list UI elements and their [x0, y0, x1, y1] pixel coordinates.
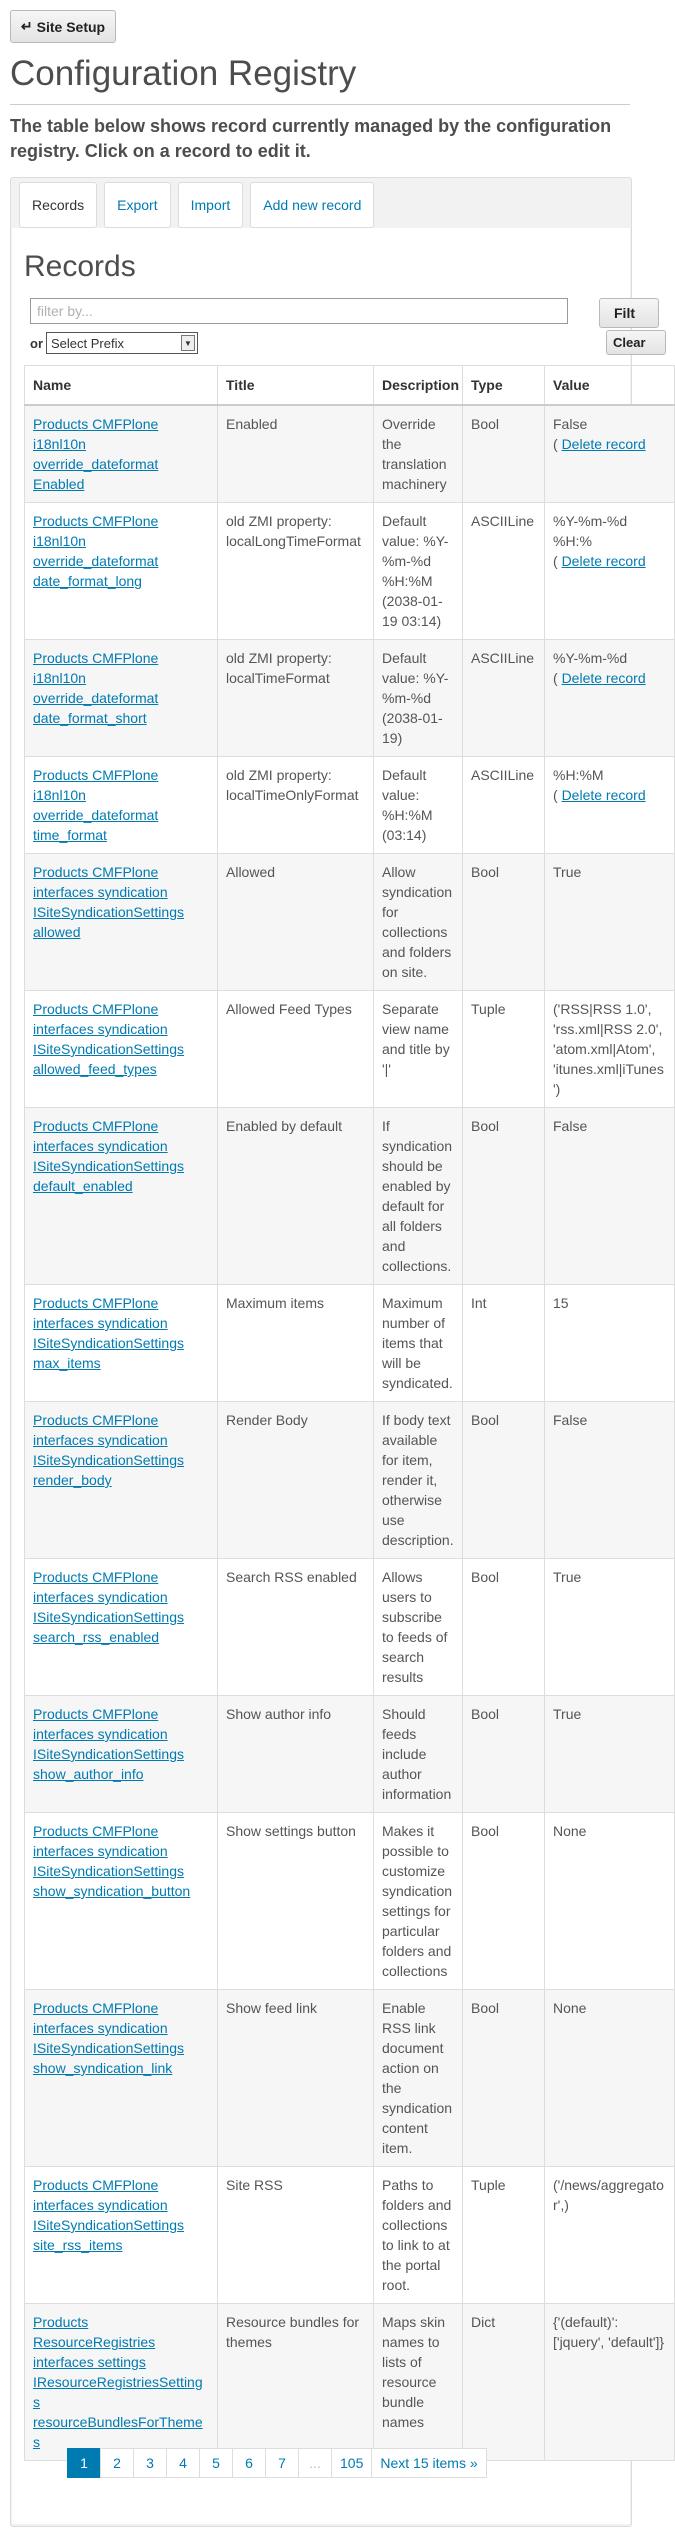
record-link[interactable]: Products CMFPlone interfaces syndication ISiteSyndicationSettings show_syndication_link — [33, 2000, 184, 2076]
table-row — [25, 503, 675, 640]
record-link[interactable]: Products CMFPlone interfaces syndication ISiteSyndicationSettings site_rss_items — [33, 2177, 184, 2253]
prefix-select-value: Select Prefix — [51, 335, 124, 351]
chevron-down-icon: ▼ — [181, 335, 195, 351]
value-text: None — [553, 1823, 587, 1839]
table-row — [25, 1813, 675, 1990]
cell-name — [25, 405, 218, 503]
cell-title: Show feed link — [218, 1990, 374, 2167]
cell-type: Tuple — [463, 2167, 545, 2304]
page-link-7[interactable]: 7 — [265, 2448, 299, 2478]
cell-name — [25, 1990, 218, 2167]
cell-description: Enable RSS link document action on the syndication content item. — [374, 1990, 463, 2167]
record-link[interactable]: Products CMFPlone interfaces syndication ISiteSyndicationSettings show_author_info — [33, 1706, 184, 1782]
value-text: True — [553, 1569, 582, 1585]
cell-type: Int — [463, 1285, 545, 1402]
cell-title: Search RSS enabled — [218, 1559, 374, 1696]
site-setup-button[interactable] — [10, 10, 116, 43]
page-link-1[interactable]: 1 — [67, 2448, 101, 2478]
cell-title: Allowed Feed Types — [218, 991, 374, 1108]
page-link-105[interactable]: 105 — [331, 2448, 372, 2478]
table-row — [25, 1108, 675, 1285]
column-header-value: Value — [545, 366, 675, 406]
page-link-5[interactable]: 5 — [199, 2448, 233, 2478]
cell-value — [545, 1696, 675, 1813]
cell-type: Bool — [463, 405, 545, 503]
record-link[interactable]: Products CMFPlone i18nl10n override_dateformat time_format — [33, 767, 159, 843]
cell-name — [25, 757, 218, 854]
cell-description: Default value: %Y-%m-%d %H:%M (2038-01-19 03:14) — [374, 503, 463, 640]
record-link[interactable]: Products CMFPlone interfaces syndication ISiteSyndicationSettings default_enabled — [33, 1118, 184, 1194]
record-link[interactable]: Products CMFPlone interfaces syndication ISiteSyndicationSettings render_body — [33, 1412, 184, 1488]
cell-description: Allow syndication for collections and folders on site. — [374, 854, 463, 991]
delete-record-link[interactable]: Delete record — [561, 787, 646, 803]
cell-type: ASCIILine — [463, 503, 545, 640]
cell-value — [545, 405, 675, 503]
cell-title: Show settings button — [218, 1813, 374, 1990]
column-header-name: Name — [25, 366, 218, 406]
table-row — [25, 1990, 675, 2167]
page-link-3[interactable]: 3 — [133, 2448, 167, 2478]
page-link-4[interactable]: 4 — [166, 2448, 200, 2478]
cell-name — [25, 854, 218, 991]
prefix-select[interactable] — [46, 332, 198, 354]
value-text: %Y-%m-%d %H:% — [553, 513, 628, 549]
tab-add-new-record[interactable]: Add new record — [250, 182, 374, 228]
record-link[interactable]: Products CMFPlone interfaces syndication ISiteSyndicationSettings show_syndication_button — [33, 1823, 191, 1899]
table-row — [25, 1559, 675, 1696]
page-link-2[interactable]: 2 — [100, 2448, 134, 2478]
cell-name — [25, 503, 218, 640]
cell-description: Default value: %Y-%m-%d (2038-01-19) — [374, 640, 463, 757]
or-label: or — [30, 336, 43, 351]
cell-description: Override the translation machinery — [374, 405, 463, 503]
cell-value — [545, 1813, 675, 1990]
clear-button[interactable]: Clear — [606, 330, 666, 355]
delete-record-wrapper: ( Delete record — [553, 553, 646, 569]
value-text: False — [553, 1118, 588, 1134]
cell-name — [25, 991, 218, 1108]
cell-title: Enabled — [218, 405, 374, 503]
value-text: ('RSS|RSS 1.0', 'rss.xml|RSS 2.0', 'atom.xml|Atom', 'itunes.xml|iTunes') — [553, 1001, 664, 1097]
value-text: ('/news/aggregator',) — [553, 2177, 664, 2213]
table-row — [25, 1285, 675, 1402]
value-text: {'(default)': ['jquery', 'default']} — [553, 2314, 665, 2350]
cell-description: Maximum number of items that will be syndicated. — [374, 1285, 463, 1402]
cell-name — [25, 1696, 218, 1813]
cell-type: Bool — [463, 854, 545, 991]
delete-record-link[interactable]: Delete record — [561, 553, 646, 569]
cell-type: Bool — [463, 1990, 545, 2167]
cell-description: Allows users to subscribe to feeds of search results — [374, 1559, 463, 1696]
value-text: False — [553, 416, 588, 432]
record-link[interactable]: Products CMFPlone interfaces syndication ISiteSyndicationSettings allowed_feed_types — [33, 1001, 184, 1077]
value-text: %Y-%m-%d — [553, 650, 628, 666]
table-row — [25, 854, 675, 991]
title-divider — [10, 104, 630, 105]
value-text: None — [553, 2000, 587, 2016]
table-header-row — [25, 366, 675, 406]
return-arrow-icon: ↵ — [20, 18, 33, 34]
value-text: True — [553, 1706, 582, 1722]
cell-title: Allowed — [218, 854, 374, 991]
cell-value — [545, 2167, 675, 2304]
cell-value — [545, 1990, 675, 2167]
value-text: False — [553, 1412, 588, 1428]
table-row — [25, 405, 675, 503]
cell-type: Dict — [463, 2304, 545, 2461]
cell-name — [25, 2167, 218, 2304]
cell-title: old ZMI property: localTimeOnlyFormat — [218, 757, 374, 854]
table-row — [25, 2167, 675, 2304]
cell-value — [545, 1108, 675, 1285]
delete-record-wrapper: ( Delete record — [553, 787, 646, 803]
registry-panel — [10, 177, 665, 2527]
cell-type: ASCIILine — [463, 640, 545, 757]
table-row — [25, 640, 675, 757]
cell-title: Show author info — [218, 1696, 374, 1813]
cell-name — [25, 1813, 218, 1990]
cell-description: If body text available for item, render it, otherwise use description. — [374, 1402, 463, 1559]
delete-record-link[interactable]: Delete record — [561, 436, 646, 452]
records-content — [12, 228, 665, 2524]
tab-import[interactable]: Import — [178, 182, 244, 228]
cell-description: Makes it possible to customize syndication settings for particular folders and collections — [374, 1813, 463, 1990]
cell-type: Bool — [463, 1108, 545, 1285]
cell-title: Enabled by default — [218, 1108, 374, 1285]
cell-value — [545, 854, 675, 991]
cell-name — [25, 1559, 218, 1696]
cell-value — [545, 503, 675, 640]
record-link[interactable]: Products ResourceRegistries interfaces settings IResourceRegistriesSettings resourceBundlesForThemes — [33, 2314, 203, 2450]
cell-type: Bool — [463, 1813, 545, 1990]
cell-value — [545, 991, 675, 1108]
page-link-6[interactable]: 6 — [232, 2448, 266, 2478]
cell-type: Bool — [463, 1559, 545, 1696]
filter-button[interactable]: Filt — [599, 298, 659, 328]
cell-name — [25, 1402, 218, 1559]
pagination — [68, 2448, 487, 2478]
delete-record-link[interactable]: Delete record — [561, 670, 646, 686]
table-row — [25, 991, 675, 1108]
records-heading: Records — [24, 250, 136, 283]
page-description: The table below shows record currently managed by the configuration registry. Click on a record to edit it. — [10, 116, 612, 161]
filter-input[interactable] — [30, 298, 568, 324]
column-header-description: Description — [374, 366, 463, 406]
table-row — [25, 1696, 675, 1813]
cell-type: Bool — [463, 1402, 545, 1559]
record-link[interactable]: Products CMFPlone interfaces syndication ISiteSyndicationSettings allowed — [33, 864, 184, 940]
pagination-ellipsis: ... — [298, 2448, 332, 2478]
value-text: 15 — [553, 1295, 569, 1311]
table-row — [25, 757, 675, 854]
next-page-link[interactable]: Next 15 items » — [371, 2448, 486, 2478]
site-setup-label: Site Setup — [36, 18, 106, 35]
cell-description: Maps skin names to lists of resource bundle names — [374, 2304, 463, 2461]
record-link[interactable]: Products CMFPlone i18nl10n override_dateformat Enabled — [33, 416, 159, 492]
cell-description: Default value: %H:%M (03:14) — [374, 757, 463, 854]
cell-description: If syndication should be enabled by default for all folders and collections. — [374, 1108, 463, 1285]
tab-records[interactable]: Records — [19, 182, 97, 228]
cell-type: Bool — [463, 1696, 545, 1813]
cell-value — [545, 2304, 675, 2461]
table-row — [25, 1402, 675, 1559]
cell-name — [25, 1108, 218, 1285]
cell-value — [545, 1285, 675, 1402]
cell-title: Resource bundles for themes — [218, 2304, 374, 2461]
cell-title: Maximum items — [218, 1285, 374, 1402]
cell-name — [25, 2304, 218, 2461]
cell-name — [25, 1285, 218, 1402]
record-link[interactable]: Products CMFPlone interfaces syndication ISiteSyndicationSettings max_items — [33, 1295, 184, 1371]
delete-record-wrapper: ( Delete record — [553, 436, 646, 452]
cell-description: Should feeds include author information — [374, 1696, 463, 1813]
tab-bar — [19, 182, 374, 228]
cell-type: Tuple — [463, 991, 545, 1108]
cell-value — [545, 757, 675, 854]
cell-value — [545, 1559, 675, 1696]
cell-title: Render Body — [218, 1402, 374, 1559]
column-header-title: Title — [218, 366, 374, 406]
column-header-type: Type — [463, 366, 545, 406]
table-row — [25, 2304, 675, 2461]
delete-record-wrapper: ( Delete record — [553, 670, 646, 686]
cell-description: Separate view name and title by '|' — [374, 991, 463, 1108]
cell-name — [25, 640, 218, 757]
cell-value — [545, 1402, 675, 1559]
cell-title: Site RSS — [218, 2167, 374, 2304]
record-link[interactable]: Products CMFPlone interfaces syndication ISiteSyndicationSettings search_rss_enabled — [33, 1569, 184, 1645]
tab-export[interactable]: Export — [104, 182, 170, 228]
value-text: %H:%M — [553, 767, 604, 783]
cell-value — [545, 640, 675, 757]
cell-description: Paths to folders and collections to link to at the portal root. — [374, 2167, 463, 2304]
page-title: Configuration Registry — [10, 54, 357, 93]
value-text: True — [553, 864, 582, 880]
cell-type: ASCIILine — [463, 757, 545, 854]
cell-title: old ZMI property: localLongTimeFormat — [218, 503, 374, 640]
cell-title: old ZMI property: localTimeFormat — [218, 640, 374, 757]
record-link[interactable]: Products CMFPlone i18nl10n override_dateformat date_format_long — [33, 513, 159, 589]
records-table — [24, 365, 675, 2461]
record-link[interactable]: Products CMFPlone i18nl10n override_dateformat date_format_short — [33, 650, 159, 726]
